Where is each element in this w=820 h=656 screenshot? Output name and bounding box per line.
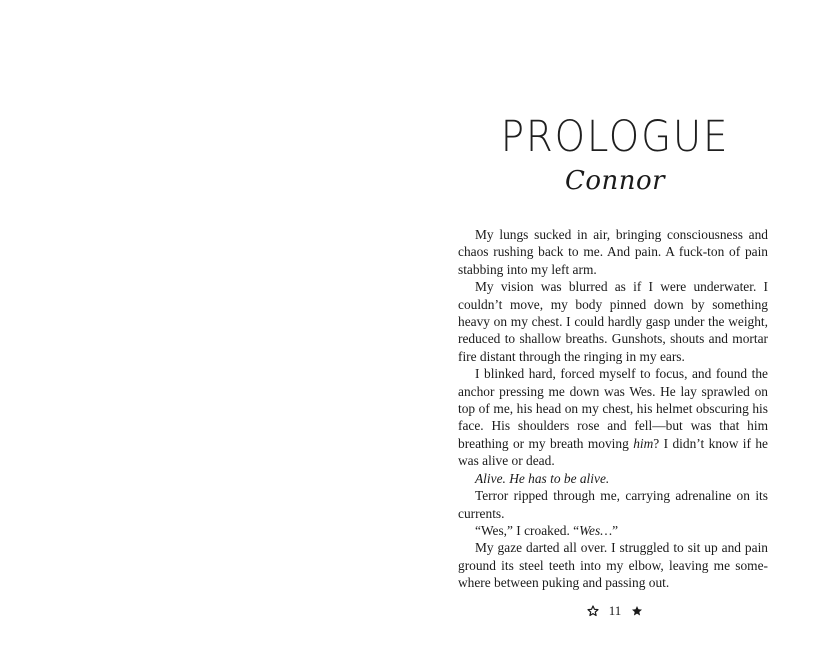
star-outline-icon — [587, 605, 599, 617]
text-run: ? I didn’t know if he was alive or dead. — [458, 435, 768, 469]
page-footer — [410, 602, 820, 619]
text-run: “Wes,” I croaked. “ — [475, 522, 580, 538]
star-filled-icon — [631, 605, 643, 617]
text-run: I blinked hard, forced myself to focus, and found the anchor pressing me down was Wes. He lay sprawled on top of me, his head on my chest, his helmet obscuring his face. His shoulders rose and fell—but was that him breathing or my breath moving — [458, 366, 768, 451]
text-run: ” — [612, 522, 619, 538]
dialogue-paragraph — [458, 522, 768, 539]
right-page — [410, 0, 820, 656]
italic-text: him — [633, 435, 654, 451]
italic-thought: Alive. He has to be alive. — [475, 470, 610, 486]
chapter-narrator: Connor — [564, 166, 666, 196]
page-number: 11 — [608, 603, 622, 619]
chapter-body — [458, 226, 768, 592]
chapter-title: PROLOGUE — [500, 112, 730, 162]
paragraph: My gaze darted all over. I struggled to sit up and pain ground its steel teeth into my elbow, leaving me some-where between puking and passing out. — [458, 540, 768, 591]
paragraph: My vision was blurred as if I were underwater. I couldn’t move, my body pinned down by something heavy on my chest. I could hardly gasp under the weight, reduced to shallow breaths. Gunshots, shouts and mortar fire distant through the ringing in my ears. — [458, 279, 768, 364]
italic-text: Wes… — [579, 522, 613, 538]
paragraph: My lungs sucked in air, bringing consciousness and chaos rushing back to me. And pain. A fuck-ton of pain stabbing into my left arm. — [458, 227, 768, 277]
paragraph — [458, 365, 768, 469]
paragraph: Terror ripped through me, carrying adrenaline on its currents. — [458, 488, 768, 521]
